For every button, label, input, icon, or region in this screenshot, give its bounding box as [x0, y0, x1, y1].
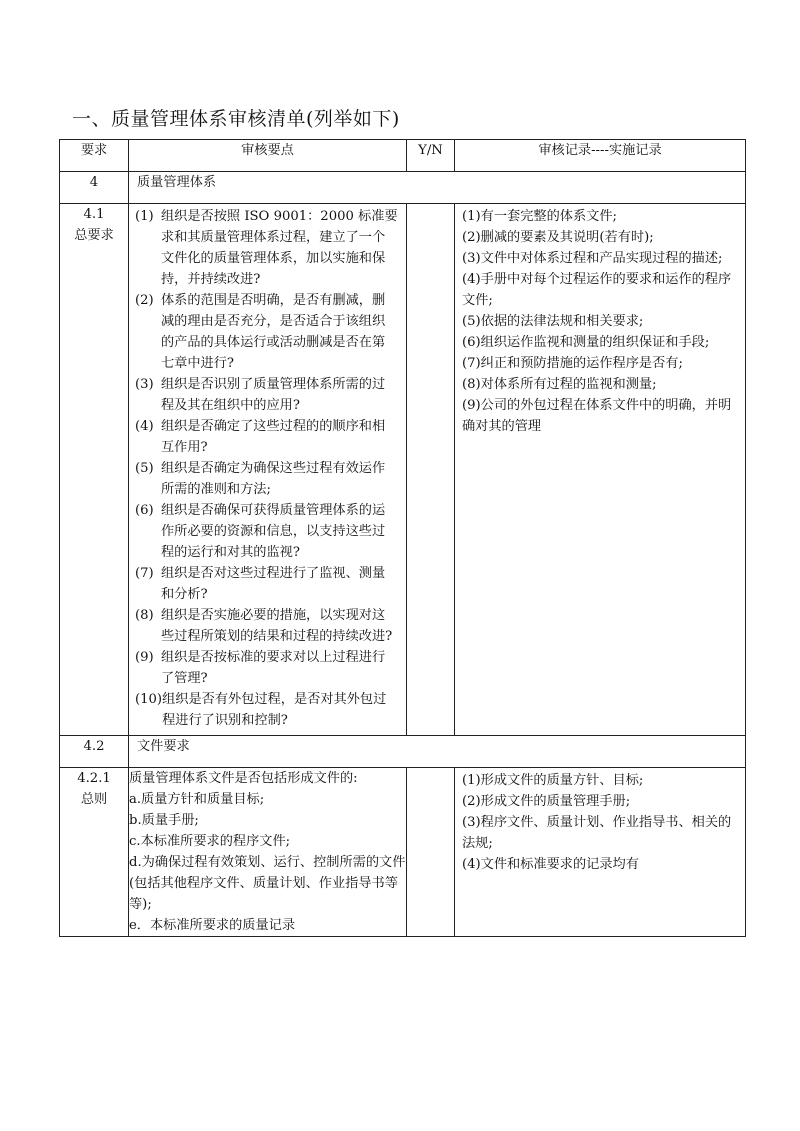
list-item: (7)纠正和预防措施的运作程序是否有; — [462, 356, 683, 371]
audit-points-cell — [129, 768, 407, 937]
item-number: (2) — [135, 293, 154, 308]
item-number: (1) — [135, 209, 154, 224]
list-item — [135, 416, 398, 458]
section-title: 质量管理体系 — [129, 172, 746, 204]
list-item — [135, 563, 398, 605]
item-text: 组织是否确定了这些过程的的顺序和相互作用? — [161, 419, 386, 455]
list-item — [135, 647, 398, 689]
list-item — [135, 458, 398, 500]
list-item: (2)形成文件的质量管理手册; — [462, 794, 631, 809]
page-title: 一、质量管理体系审核清单(列举如下) — [72, 108, 400, 130]
yn-cell — [407, 204, 455, 736]
item-number: (7) — [135, 566, 154, 581]
list-item: (5)依据的法律法规和相关要求; — [462, 314, 644, 329]
item-text: 组织是否对这些过程进行了监视、测量和分析? — [161, 566, 386, 602]
list-item: 质量管理体系文件是否包括形成文件的: — [129, 771, 358, 786]
clause-number: 4.1 — [83, 207, 105, 222]
audit-checklist-table — [59, 139, 746, 937]
records-cell — [455, 204, 746, 736]
clause-number: 4.2.1 — [77, 771, 111, 786]
clause-name: 总要求 — [74, 228, 114, 243]
records-list — [455, 204, 745, 441]
item-text: 组织是否识别了质量管理体系所需的过程及其在组织中的应用? — [161, 377, 386, 413]
item-text: 组织是否实施必要的措施，以实现对这些过程所策划的结果和过程的持续改进? — [161, 608, 393, 644]
list-item: (4)文件和标准要求的记录均有 — [462, 857, 639, 872]
section-row-4-2 — [60, 736, 746, 768]
item-text: 体系的范围是否明确，是否有删减，删减的理由是否充分，是否适合于该组织的产品的具体运行或活动删减是否在第七章中进行? — [161, 293, 386, 371]
item-text: 组织是否确定为确保这些过程有效运作所需的准则和方法; — [161, 461, 386, 497]
list-item — [135, 500, 398, 563]
header-requirement: 要求 — [60, 140, 129, 172]
audit-points-cell — [129, 204, 407, 736]
yn-cell — [407, 768, 455, 937]
list-item: d.为确保过程有效策划、运行、控制所需的文件(包括其他程序文件、质量计划、作业指导书等等); — [129, 855, 406, 912]
list-item — [135, 206, 398, 290]
list-item: c.本标准所要求的程序文件; — [129, 834, 291, 849]
list-item — [135, 605, 398, 647]
records-list — [455, 768, 745, 879]
item-number: (3) — [135, 377, 154, 392]
item-text: 组织是否按标准的要求对以上过程进行了管理? — [161, 650, 386, 686]
header-yn: Y/N — [407, 140, 455, 172]
list-item: (2)删减的要素及其说明(若有时); — [462, 230, 654, 245]
audit-points-list — [129, 204, 406, 735]
item-text: 组织是否确保可获得质量管理体系的运作所必要的资源和信息，以支持这些过程的运行和对其的监视? — [161, 503, 386, 560]
item-number: (5) — [135, 461, 154, 476]
list-item — [135, 374, 398, 416]
clause-row-4-1 — [60, 204, 746, 736]
list-item — [135, 689, 398, 731]
header-audit-points: 审核要点 — [129, 140, 407, 172]
section-row-4 — [60, 172, 746, 204]
item-text: 组织是否有外包过程，是否对其外包过程进行了识别和控制? — [162, 692, 387, 728]
item-number: (9) — [135, 650, 154, 665]
section-number: 4 — [60, 172, 129, 204]
list-item: (3)文件中对体系过程和产品实现过程的描述; — [462, 251, 723, 266]
list-item: (8)对体系所有过程的监视和测量; — [462, 377, 657, 392]
section-title: 文件要求 — [129, 736, 746, 768]
list-item — [135, 290, 398, 374]
clause-name: 总则 — [80, 792, 108, 807]
list-item: a.质量方针和质量目标; — [129, 792, 265, 807]
header-records: 审核记录----实施记录 — [455, 140, 746, 172]
item-number: (8) — [135, 608, 154, 623]
clause-requirement-cell — [60, 768, 129, 937]
list-item: (1)有一套完整的体系文件; — [462, 209, 617, 224]
item-number: (6) — [135, 503, 154, 518]
list-item: e．本标准所要求的质量记录 — [129, 918, 296, 933]
list-item: (1)形成文件的质量方针、目标; — [462, 773, 644, 788]
table-header-row — [60, 140, 746, 172]
item-text: 组织是否按照 ISO 9001：2000 标准要求和其质量管理体系过程，建立了一个文件化的质量管理体系，加以实施和保持，并持续改进? — [161, 209, 398, 287]
section-number: 4.2 — [60, 736, 129, 768]
item-number: (10) — [135, 692, 163, 707]
records-cell — [455, 768, 746, 937]
list-item: (3)程序文件、质量计划、作业指导书、相关的法规; — [462, 815, 732, 851]
list-item: (4)手册中对每个过程运作的要求和运作的程序文件; — [462, 272, 732, 308]
list-item: b.质量手册; — [129, 813, 199, 828]
list-item: (6)组织运作监视和测量的组织保证和手段; — [462, 335, 710, 350]
item-number: (4) — [135, 419, 154, 434]
clause-row-4-2-1 — [60, 768, 746, 937]
list-item: (9)公司的外包过程在体系文件中的明确，并明确对其的管理 — [462, 398, 732, 434]
clause-requirement-cell — [60, 204, 129, 736]
